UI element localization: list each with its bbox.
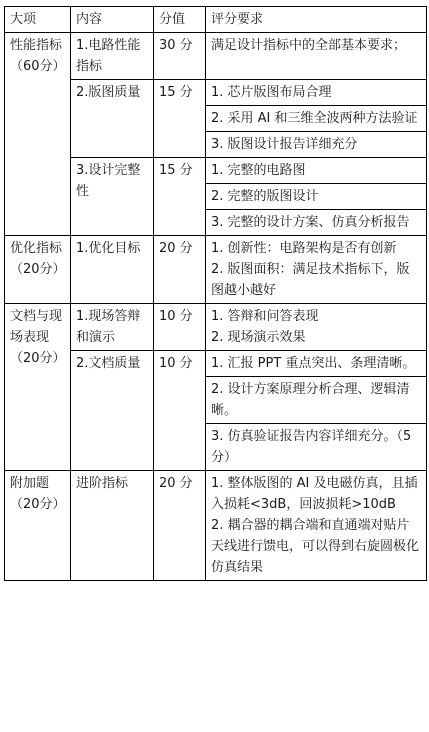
header-row xyxy=(5,7,427,33)
req-defense: 1. 答辩和问答表现 2. 现场演示效果 xyxy=(206,304,427,351)
req-optimization: 1. 创新性：电路架构是否有创新 2. 版图面积：满足技术指标下，版图越小越好 xyxy=(206,236,427,304)
req-doc-quality-3: 3. 仿真验证报告内容详细充分。（5 分） xyxy=(206,424,427,471)
table-row xyxy=(5,304,427,351)
score-completeness: 15 分 xyxy=(154,158,206,236)
req-layout-2: 2. 采用 AI 和三维全波两种方法验证 xyxy=(206,106,427,132)
category-docs: 文档与现场表现（20分） xyxy=(5,304,71,471)
header-category: 大项 xyxy=(5,7,71,33)
score-doc-quality: 10 分 xyxy=(154,351,206,471)
table-row xyxy=(5,33,427,80)
header-content: 内容 xyxy=(71,7,154,33)
category-optimization: 优化指标（20分） xyxy=(5,236,71,304)
category-bonus: 附加题（20分） xyxy=(5,471,71,581)
content-circuit: 1.电路性能指标 xyxy=(71,33,154,80)
req-layout-3: 3. 版图设计报告详细充分 xyxy=(206,132,427,158)
score-circuit: 30 分 xyxy=(154,33,206,80)
header-requirements: 评分要求 xyxy=(206,7,427,33)
content-bonus: 进阶指标 xyxy=(71,471,154,581)
req-completeness-2: 2. 完整的版图设计 xyxy=(206,184,427,210)
content-layout: 2.版图质量 xyxy=(71,80,154,158)
score-bonus: 20 分 xyxy=(154,471,206,581)
table-row xyxy=(5,471,427,581)
req-layout-1: 1. 芯片版图布局合理 xyxy=(206,80,427,106)
req-completeness-1: 1. 完整的电路图 xyxy=(206,158,427,184)
req-doc-quality-1: 1. 汇报 PPT 重点突出、条理清晰。 xyxy=(206,351,427,377)
content-defense: 1.现场答辩和演示 xyxy=(71,304,154,351)
category-performance: 性能指标（60分） xyxy=(5,33,71,236)
content-doc-quality: 2.文档质量 xyxy=(71,351,154,471)
content-optimization: 1.优化目标 xyxy=(71,236,154,304)
req-completeness-3: 3. 完整的设计方案、仿真分析报告 xyxy=(206,210,427,236)
scoring-table xyxy=(4,6,427,581)
req-circuit: 满足设计指标中的全部基本要求； xyxy=(206,33,427,80)
req-bonus: 1. 整体版图的 AI 及电磁仿真，且插入损耗<3dB，回波损耗>10dB 2. 耦合器的耦合端和直通端对贴片天线进行馈电，可以得到右旋圆极化仿真结果 xyxy=(206,471,427,581)
score-optimization: 20 分 xyxy=(154,236,206,304)
content-completeness: 3.设计完整性 xyxy=(71,158,154,236)
score-layout: 15 分 xyxy=(154,80,206,158)
header-score: 分值 xyxy=(154,7,206,33)
req-doc-quality-2: 2. 设计方案原理分析合理、逻辑清晰。 xyxy=(206,377,427,424)
table-row xyxy=(5,236,427,304)
score-defense: 10 分 xyxy=(154,304,206,351)
